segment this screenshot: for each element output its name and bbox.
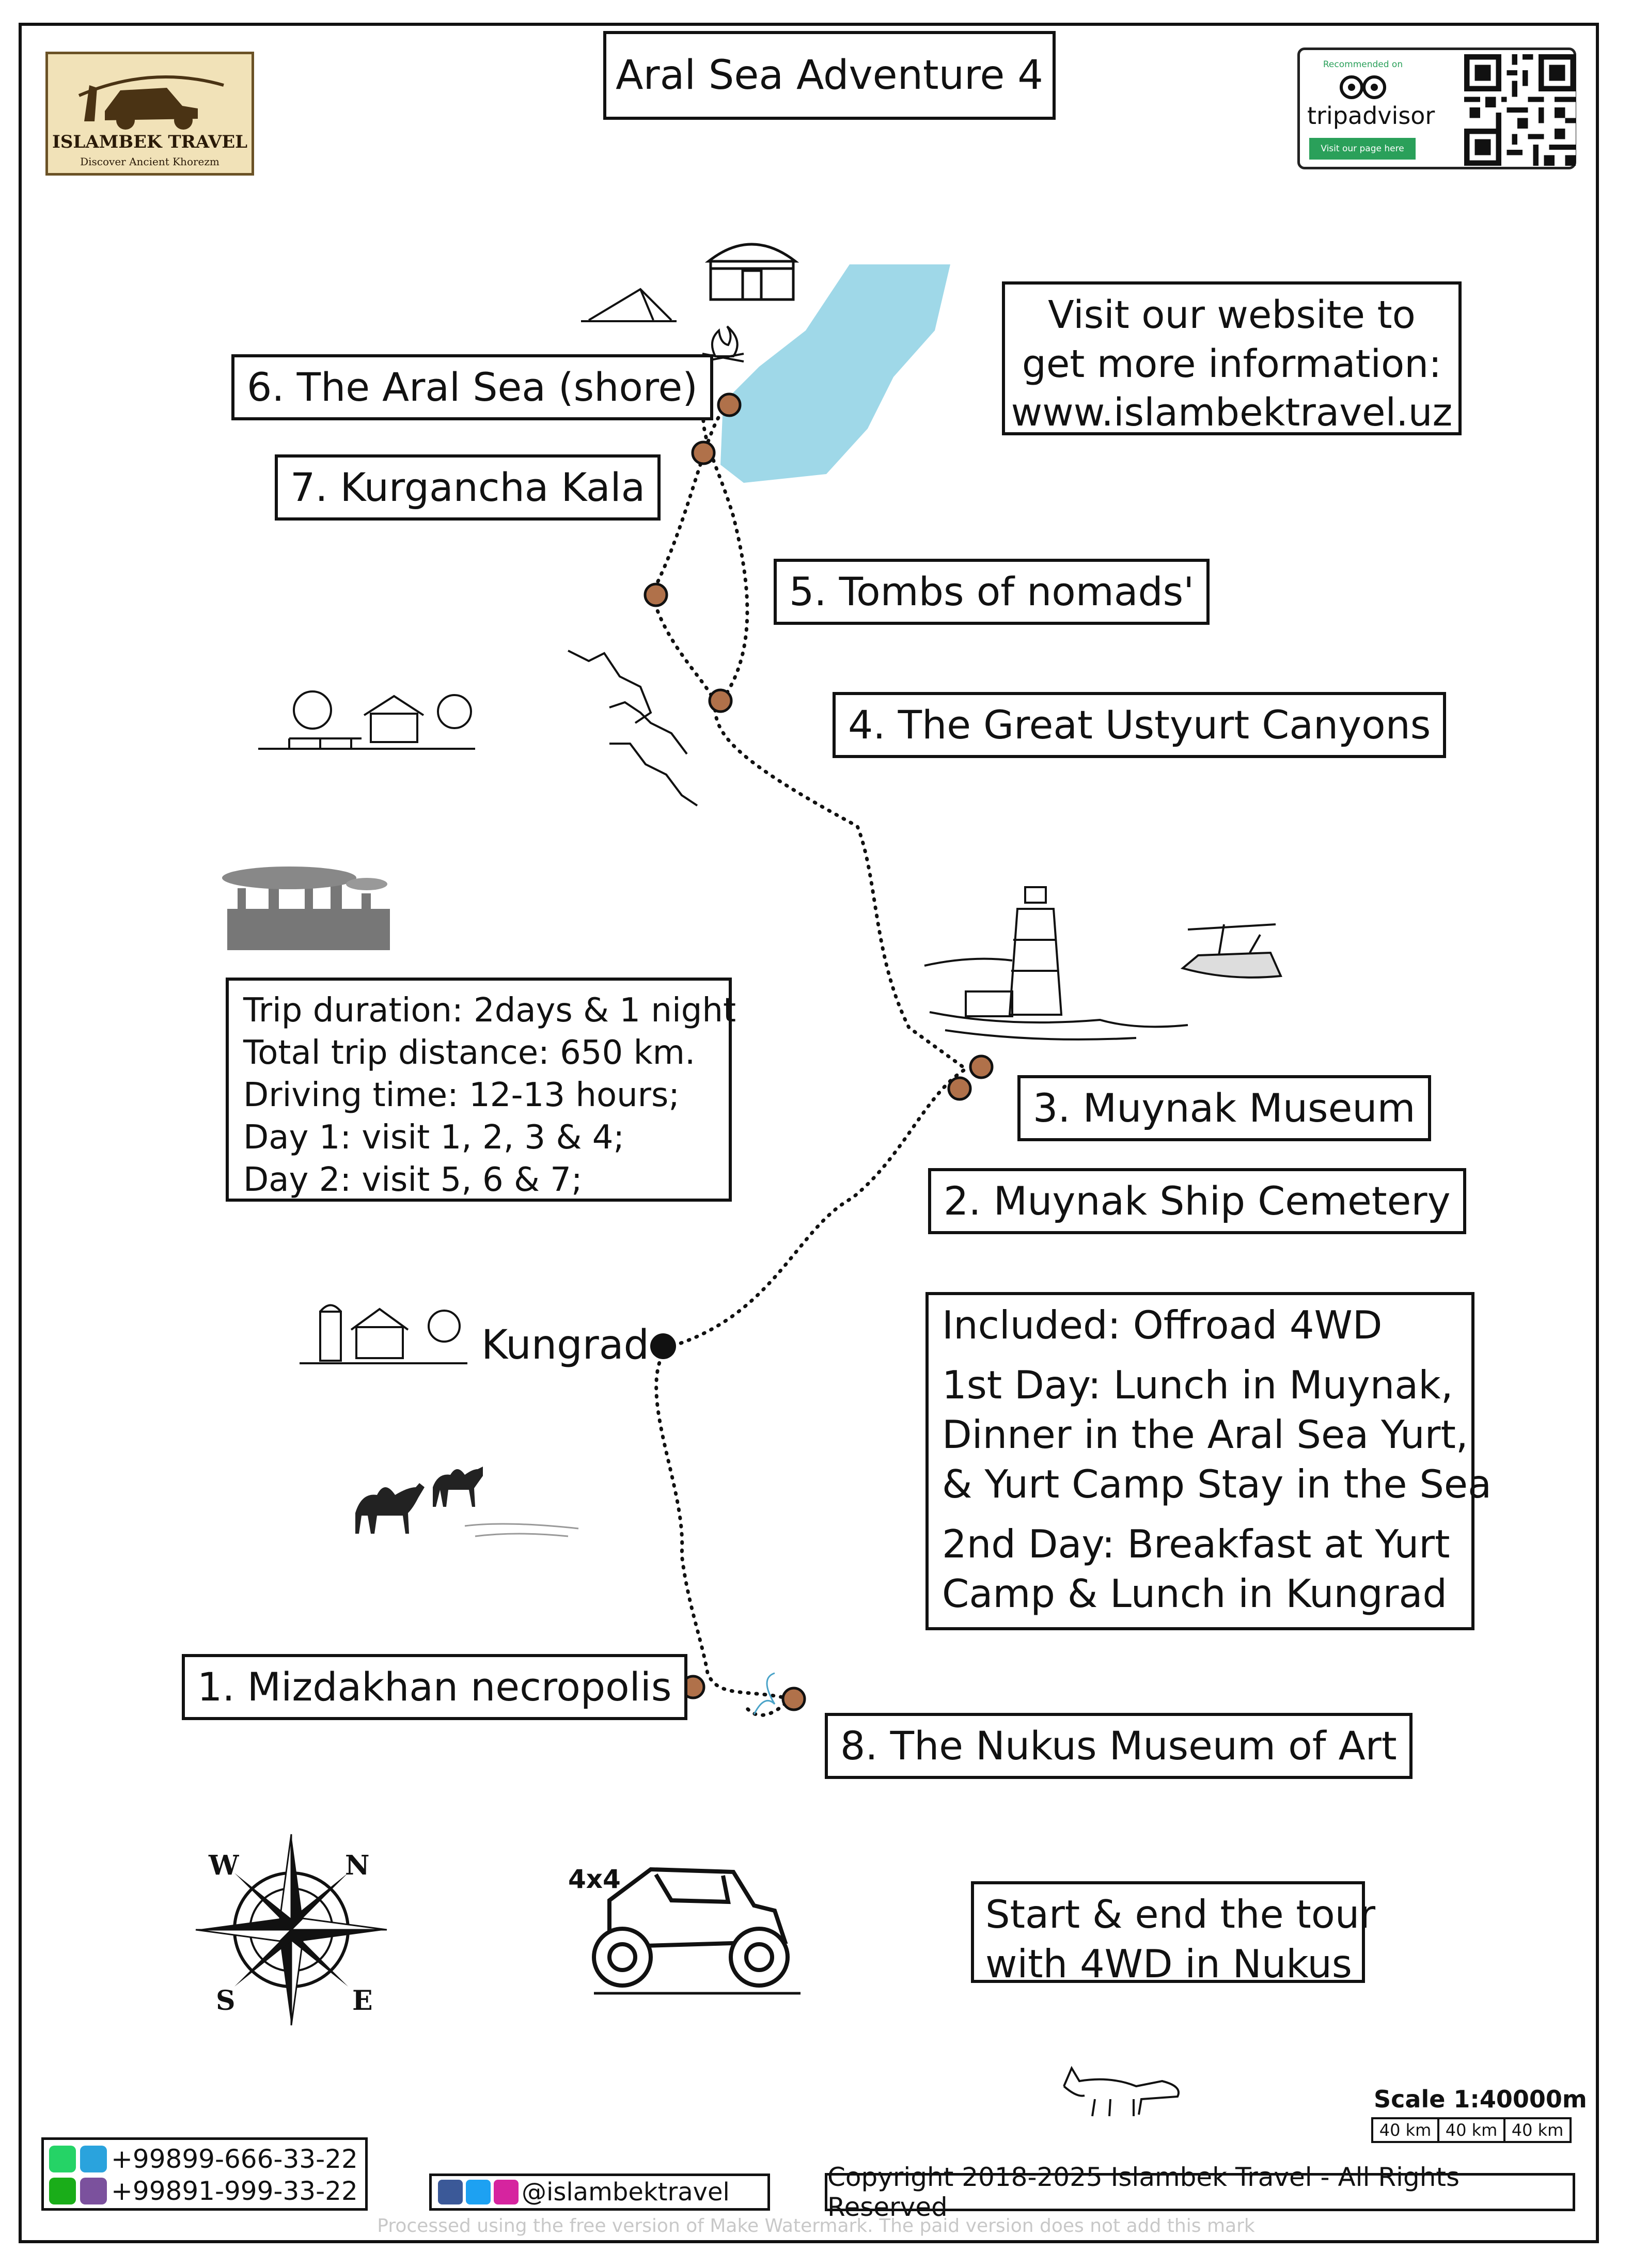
scale-title: Scale 1:40000m <box>1374 2085 1587 2113</box>
logo-tagline: Discover Ancient Khorezm <box>80 155 219 168</box>
yurt-icon <box>709 244 795 300</box>
included-day1-line-3: & Yurt Camp Stay in the Sea <box>942 1461 1492 1507</box>
stop-marker-4[interactable] <box>710 690 731 712</box>
contact-row[interactable] <box>49 2175 360 2207</box>
whatsapp-icon <box>49 2146 76 2172</box>
included-day1-line-1: 1st Day: Lunch in Muynak, <box>942 1362 1453 1408</box>
start-end-line-2: with 4WD in Nukus <box>985 1941 1353 1987</box>
tripadvisor-name: tripadvisor <box>1307 102 1435 130</box>
twitter-icon <box>466 2180 491 2204</box>
website-line-1: Visit our website to <box>1048 293 1416 337</box>
lighthouse-icon <box>924 887 1188 1040</box>
islambek-travel-logo[interactable] <box>45 52 254 176</box>
included-day1-line-2: Dinner in the Aral Sea Yurt, <box>942 1412 1468 1457</box>
trip-duration: Trip duration: 2days & 1 night <box>243 991 736 1030</box>
tripadvisor-badge[interactable] <box>1297 48 1576 169</box>
compass-south: S <box>216 1985 236 2017</box>
scale-segment: 40 km <box>1439 2119 1505 2141</box>
website-line-2: get more information: <box>1022 341 1442 386</box>
compass-west: W <box>209 1850 239 1881</box>
social-handle[interactable]: @islambektravel <box>522 2178 730 2207</box>
compass-north: N <box>345 1850 370 1881</box>
telegram-icon <box>80 2146 107 2172</box>
logo-name: ISLAMBEK TRAVEL <box>52 132 248 152</box>
map-title: Aral Sea Adventure 4 <box>603 31 1056 120</box>
day-2-visits: Day 2: visit 5, 6 & 7; <box>243 1160 583 1199</box>
kungrad-marker[interactable] <box>650 1333 676 1359</box>
start-end-box <box>971 1881 1376 1987</box>
driving-time: Driving time: 12-13 hours; <box>243 1076 680 1114</box>
stop-marker-6[interactable] <box>718 394 740 416</box>
contacts-box <box>41 2137 368 2211</box>
phone-number-2[interactable]: +99891-999-33-22 <box>111 2176 358 2206</box>
website-url[interactable]: www.islambektravel.uz <box>1011 390 1453 435</box>
scale-bar <box>1371 2117 1572 2143</box>
day-1-visits: Day 1: visit 1, 2, 3 & 4; <box>243 1118 624 1157</box>
stop-label-5[interactable]: 5. Tombs of nomads' <box>774 559 1210 625</box>
stop-marker-2[interactable] <box>949 1078 970 1099</box>
stop-marker-7[interactable] <box>693 442 714 464</box>
stop-label-8[interactable]: 8. The Nukus Museum of Art <box>825 1713 1413 1779</box>
logo-jeep-icon <box>48 54 252 132</box>
vehicle-badge: 4x4 <box>568 1864 621 1894</box>
compass-east: E <box>352 1985 373 2017</box>
social-box[interactable] <box>429 2174 770 2211</box>
start-end-line-1: Start & end the tour <box>985 1892 1376 1937</box>
qr-code-icon[interactable] <box>1464 54 1576 166</box>
included-day2-line-1: 2nd Day: Breakfast at Yurt <box>942 1521 1450 1567</box>
aral-sea-water <box>720 264 950 483</box>
camels-icon <box>355 1467 578 1536</box>
scale-segment: 40 km <box>1511 2120 1564 2140</box>
instagram-icon <box>494 2180 519 2204</box>
kungrad-label: Kungrad <box>481 1322 650 1368</box>
included-box <box>925 1292 1492 1630</box>
stop-marker-8[interactable] <box>783 1688 805 1710</box>
stop-label-2[interactable]: 2. Muynak Ship Cemetery <box>928 1168 1466 1234</box>
watermark-note: Processed using the free version of Make Watermark. The paid version does not add this mark <box>377 2215 1255 2236</box>
stop-label-4[interactable]: 4. The Great Ustyurt Canyons <box>833 692 1446 758</box>
stop-label-7[interactable]: 7. Kurgancha Kala <box>275 454 661 521</box>
factory-icon <box>222 867 390 950</box>
scale-segment: 40 km <box>1373 2119 1439 2141</box>
stop-label-3[interactable]: 3. Muynak Museum <box>1017 1075 1431 1141</box>
wechat-icon <box>49 2178 76 2204</box>
tripadvisor-visit-button[interactable]: Visit our page here <box>1309 138 1416 160</box>
stop-marker-3[interactable] <box>970 1056 992 1078</box>
tent-icon <box>581 289 677 321</box>
included-day2-line-2: Camp & Lunch in Kungrad <box>942 1571 1448 1616</box>
mountains-icon <box>568 651 697 806</box>
viber-icon <box>80 2178 107 2204</box>
stop-marker-5[interactable] <box>645 584 667 606</box>
included-title: Included: Offroad 4WD <box>942 1302 1383 1348</box>
copyright-notice: Copyright 2018-2025 Islambek Travel - All Rights Reserved <box>825 2173 1575 2211</box>
contact-row[interactable] <box>49 2143 360 2175</box>
farm-kungrad-icon <box>300 1305 467 1364</box>
offroad-jeep-icon <box>594 1869 801 1993</box>
phone-number-1[interactable]: +99899-666-33-22 <box>111 2144 358 2174</box>
stop-label-6[interactable]: 6. The Aral Sea (shore) <box>231 354 713 420</box>
farm-icon <box>258 691 475 749</box>
trip-info-box <box>226 978 736 1202</box>
stop-label-1[interactable]: 1. Mizdakhan necropolis <box>182 1654 687 1720</box>
facebook-icon <box>438 2180 463 2204</box>
shipwreck-icon <box>1183 924 1281 978</box>
tripadvisor-recommended: Recommended on <box>1323 59 1403 70</box>
website-callout <box>1002 281 1462 435</box>
tripadvisor-owl-icon <box>1332 71 1394 102</box>
trip-distance: Total trip distance: 650 km. <box>243 1033 696 1072</box>
fox-icon <box>1064 2068 1179 2116</box>
